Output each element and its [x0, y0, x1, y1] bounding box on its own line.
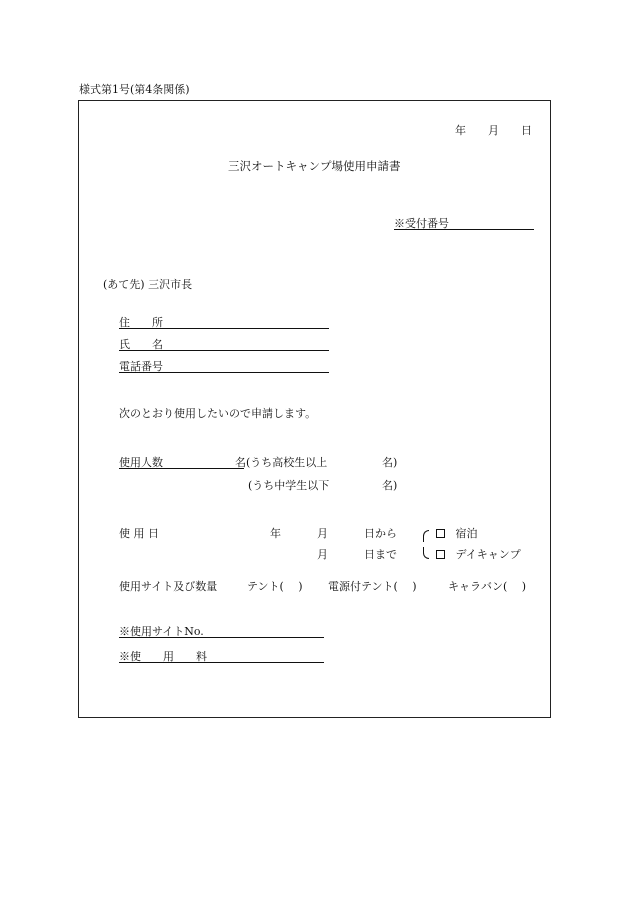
- form-label: 様式第1号(第4条関係): [79, 83, 190, 96]
- checkbox-icon[interactable]: [436, 529, 445, 538]
- date-day: 日: [521, 124, 532, 137]
- sites-label: 使用サイト及び数量: [119, 580, 218, 593]
- user-count-field[interactable]: [119, 468, 244, 469]
- fee-label: ※使 用 料: [119, 650, 207, 663]
- site-number-field[interactable]: [119, 637, 324, 638]
- usage-day-from: 日から: [364, 527, 397, 540]
- option-day-camp-label: デイキャンプ: [455, 548, 521, 561]
- tent-count[interactable]: テント( ): [247, 580, 303, 593]
- reception-number-label: ※受付番号: [394, 217, 449, 230]
- name-label: 氏 名: [119, 338, 163, 351]
- usage-day-to: 日まで: [364, 548, 397, 561]
- fee-field[interactable]: [119, 662, 324, 663]
- intro-text: 次のとおり使用したいので申請します。: [119, 407, 317, 420]
- usage-month-to: 月: [317, 548, 328, 561]
- user-count-label: 使用人数: [119, 456, 163, 469]
- usage-year: 年: [270, 527, 281, 540]
- option-overnight-label: 宿泊: [455, 527, 478, 540]
- checkbox-icon[interactable]: [436, 550, 445, 559]
- reception-number-field[interactable]: [394, 229, 534, 230]
- usage-date-label: 使 用 日: [119, 527, 159, 540]
- site-number-label: ※使用サイトNo.: [119, 625, 204, 638]
- name-field[interactable]: [119, 350, 329, 351]
- option-overnight[interactable]: [436, 528, 478, 539]
- addressee: (あて先) 三沢市長: [103, 278, 193, 291]
- junior-count-label: (うち中学生以下: [248, 479, 330, 492]
- address-field[interactable]: [119, 328, 329, 329]
- user-count-close: 名): [382, 456, 398, 469]
- date-month: 月: [488, 124, 499, 137]
- phone-label: 電話番号: [119, 360, 163, 373]
- user-count-suffix: 名(うち高校生以上: [235, 456, 328, 469]
- brace-top: [423, 530, 429, 542]
- caravan-count[interactable]: キャラバン( ): [448, 580, 527, 593]
- usage-month-from: 月: [317, 527, 328, 540]
- phone-field[interactable]: [119, 372, 329, 373]
- junior-count-close: 名): [382, 479, 398, 492]
- address-label: 住 所: [119, 316, 163, 329]
- electric-tent-count[interactable]: 電源付テント( ): [328, 580, 417, 593]
- brace-bottom: [423, 547, 429, 559]
- date-year: 年: [455, 124, 466, 137]
- option-day-camp[interactable]: [436, 549, 521, 560]
- form-title: 三沢オートキャンプ場使用申請書: [228, 159, 401, 173]
